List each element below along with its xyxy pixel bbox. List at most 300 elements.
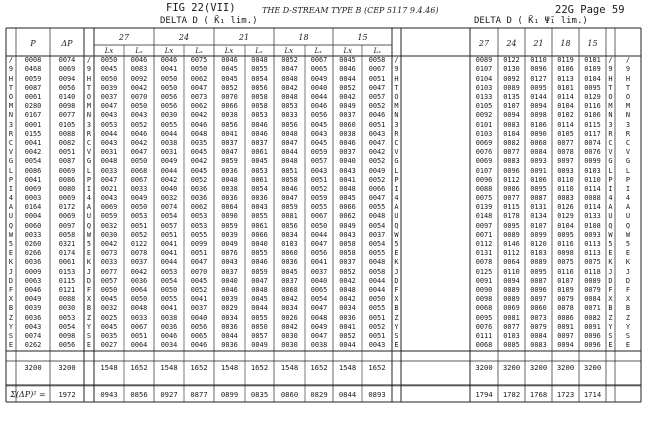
delta-value: 0081 (281, 212, 298, 221)
row-label: T (8, 83, 14, 92)
row-label: 4 (86, 194, 92, 203)
delta-value: 0057 (100, 276, 118, 285)
row-label: S (394, 331, 399, 340)
delta-value: 0049 (339, 102, 356, 111)
delta-value: 0043 (310, 129, 328, 138)
delta-value: 0059 (251, 267, 268, 276)
total-value: 1548 (280, 363, 299, 372)
right-delta-value: 0096 (530, 65, 547, 74)
right-delta-value: 0089 (475, 56, 493, 65)
total-right-value: 3200 (529, 363, 548, 372)
row-label: Y (394, 322, 399, 331)
delta-value: 0042 (190, 111, 208, 120)
delta-value: 0043 (339, 166, 356, 175)
delta-value: 0042 (130, 83, 148, 92)
row-label: C (394, 138, 399, 147)
row-label: D (625, 276, 631, 285)
delta-value: 0021 (100, 184, 118, 193)
delta-value: 0047 (190, 83, 208, 92)
delta-value: 0034 (339, 304, 356, 313)
delta-value: 0067 (130, 175, 148, 184)
delta-value: 0052 (368, 322, 386, 331)
spacer (401, 93, 470, 102)
delta-value: 0052 (368, 102, 386, 111)
row-label: 3 (394, 120, 399, 129)
delta-value: 0041 (339, 322, 356, 331)
delta-value: 0044 (221, 331, 238, 340)
total-value: 1548 (220, 363, 239, 372)
delta-value: 0052 (281, 56, 298, 65)
row-label: 4 (394, 194, 399, 203)
p-value: 0042 (24, 148, 42, 157)
delta-value: 0058 (251, 93, 268, 102)
right-delta-value: 0078 (557, 148, 574, 157)
row-label: X (8, 295, 14, 304)
delta-value: 0036 (221, 341, 238, 350)
delta-value: 0047 (100, 175, 118, 184)
delta-value: 0037 (368, 230, 386, 239)
right-delta-value: 0091 (584, 322, 601, 331)
delta-value: 0054 (368, 240, 386, 249)
sub-header-lo: Lₓ (373, 47, 381, 55)
right-delta-value: 0094 (503, 276, 520, 285)
delta-value: 0052 (130, 230, 148, 239)
delta-value: 0036 (281, 258, 298, 267)
row-label: 5 (625, 240, 631, 249)
right-delta-value: 0084 (530, 331, 547, 340)
page-label: 22G Page 59 (555, 4, 625, 16)
delta-value: 0032 (160, 194, 178, 203)
delta-value: 0047 (281, 138, 298, 147)
row-label: V (86, 148, 92, 157)
p-value: 0049 (24, 295, 42, 304)
dp-value: 0080 (58, 184, 76, 193)
row-label: R (625, 129, 631, 138)
delta-value: 0044 (160, 129, 178, 138)
right-delta-value: 0135 (503, 93, 520, 102)
delta-value: 0057 (368, 93, 386, 102)
right-delta-value: 0115 (584, 120, 601, 129)
row-label: R (394, 129, 399, 138)
row-label: G (608, 157, 613, 166)
delta-value: 0036 (160, 322, 178, 331)
row-label: E (8, 341, 14, 350)
right-delta-value: 0105 (557, 129, 574, 138)
row-label: H (8, 74, 14, 83)
delta-value: 0042 (339, 93, 356, 102)
row-label: N (625, 111, 631, 120)
row-label: E (625, 341, 631, 350)
right-delta-value: 0107 (475, 166, 493, 175)
delta-value: 0066 (339, 203, 356, 212)
delta-value: 0038 (221, 111, 238, 120)
right-delta-value: 0060 (530, 304, 547, 313)
row-label: H (608, 74, 613, 83)
row-label: I (86, 184, 92, 193)
delta-value: 0053 (251, 166, 268, 175)
row-label: D (8, 276, 14, 285)
p-value: 0262 (24, 341, 42, 350)
delta-value: 0030 (281, 331, 298, 340)
row-label: L (625, 166, 631, 175)
row-label: J (8, 267, 14, 276)
dp-value: 0321 (58, 240, 76, 249)
spacer (401, 277, 470, 286)
delta-value: 0046 (221, 56, 238, 65)
right-delta-value: 0089 (530, 258, 547, 267)
delta-value: 0050 (130, 203, 148, 212)
right-delta-value: 0099 (584, 157, 601, 166)
delta-value: 0073 (100, 249, 118, 258)
delta-value: 0059 (100, 212, 118, 221)
right-delta-value: 0102 (557, 111, 574, 120)
row-label: Q (625, 221, 631, 230)
row-label: N (394, 111, 399, 120)
right-delta-value: 0096 (503, 166, 520, 175)
right-delta-value: 0091 (557, 322, 574, 331)
p-value: 0266 (24, 249, 42, 258)
right-delta-value: 0105 (475, 102, 493, 111)
right-delta-value: 0113 (584, 249, 601, 258)
delta-value: 0064 (221, 203, 238, 212)
row-label: P (8, 175, 14, 184)
delta-value: 0042 (100, 240, 118, 249)
delta-value: 0051 (368, 120, 386, 129)
delta-value: 0041 (160, 304, 178, 313)
delta-value: 0052 (339, 331, 356, 340)
right-delta-value: 0107 (530, 221, 547, 230)
delta-value: 0037 (221, 267, 238, 276)
delta-value: 0039 (221, 230, 238, 239)
p-value: 0036 (24, 258, 42, 267)
p-value: 0280 (24, 102, 42, 111)
sum-squares-value: 0856 (130, 390, 148, 399)
right-delta-value: 0103 (475, 129, 493, 138)
delta-value: 0045 (221, 65, 238, 74)
delta-value: 0051 (368, 331, 386, 340)
total-right-value: 3200 (475, 363, 493, 372)
delta-value: 0046 (339, 65, 356, 74)
delta-value: 0045 (281, 267, 298, 276)
spacer (401, 167, 470, 176)
right-delta-value: 0103 (475, 83, 493, 92)
row-label: R (86, 129, 92, 138)
delta-value: 0055 (251, 313, 268, 322)
delta-value: 0046 (190, 120, 208, 129)
right-delta-value: 0111 (475, 331, 493, 340)
delta-value: 0099 (190, 240, 208, 249)
right-delta-value: 0096 (584, 341, 601, 350)
delta-value: 0036 (339, 313, 356, 322)
delta-value: 0044 (339, 74, 356, 83)
delta-value: 0045 (310, 120, 328, 129)
right-delta-value: 0084 (584, 295, 601, 304)
delta-value: 0046 (251, 120, 268, 129)
row-label: X (86, 295, 92, 304)
row-label: U (608, 212, 613, 221)
row-label: 9 (8, 65, 14, 74)
row-label: 3 (608, 120, 613, 129)
row-label: V (8, 148, 14, 157)
right-delta-value: 0096 (530, 285, 547, 294)
delta-value: 0052 (339, 83, 356, 92)
right-delta-value: 0094 (503, 111, 520, 120)
spacer (401, 176, 470, 185)
row-label: Q (608, 221, 613, 230)
row-label: M (8, 102, 14, 111)
delta-value: 0090 (221, 212, 238, 221)
sum-squares-value: 0943 (100, 390, 118, 399)
right-delta-value: 0101 (475, 120, 493, 129)
delta-value: 0047 (281, 194, 298, 203)
sum-squares-value: 0835 (250, 390, 269, 399)
row-label: A (625, 203, 631, 212)
row-label: N (608, 111, 613, 120)
row-label: T (86, 83, 92, 92)
right-delta-value: 0110 (530, 56, 547, 65)
spacer (401, 341, 470, 350)
row-label: P (608, 175, 613, 184)
delta-value: 0048 (130, 304, 148, 313)
delta-value: 0078 (130, 249, 148, 258)
delta-value: 0048 (251, 285, 268, 294)
delta-value: 0041 (339, 175, 356, 184)
p-value: 0069 (24, 184, 42, 193)
row-label: K (625, 258, 631, 267)
row-label: R (8, 129, 14, 138)
delta-value: 0038 (221, 184, 238, 193)
total-value: 1548 (160, 363, 178, 372)
sum-squares-value: 0829 (310, 390, 328, 399)
spacer (401, 102, 470, 111)
right-delta-value: 0104 (584, 74, 601, 83)
right-delta-value: 0098 (475, 295, 493, 304)
p-value: 0033 (24, 230, 42, 239)
dp-value: 0077 (58, 111, 76, 120)
delta-value: 0046 (368, 111, 386, 120)
row-label: / (394, 56, 399, 65)
row-label: E (86, 341, 92, 350)
group-header-27: 27 (118, 33, 130, 42)
delta-value: 0052 (310, 184, 328, 193)
delta-value: 0032 (100, 304, 118, 313)
delta-value: 0044 (339, 341, 356, 350)
right-delta-value: 0120 (530, 240, 547, 249)
sub-header-lo: Lₓ (314, 47, 322, 55)
right-delta-value: 0078 (557, 304, 574, 313)
delta-value: 0046 (339, 138, 356, 147)
row-label: G (625, 157, 631, 166)
delta-value: 0056 (251, 83, 268, 92)
right-delta-value: 0094 (530, 102, 547, 111)
delta-value: 0049 (251, 341, 268, 350)
right-delta-value: 0069 (475, 138, 493, 147)
p-value: 0260 (24, 240, 42, 249)
row-label: E (608, 249, 613, 258)
delta-value: 0050 (130, 157, 148, 166)
dp-value: 0172 (58, 203, 76, 212)
dp-value: 0105 (58, 120, 76, 129)
delta-value: 0067 (310, 56, 328, 65)
right-delta-value: 0116 (584, 102, 601, 111)
row-label: 9 (394, 65, 399, 74)
spacer (401, 258, 470, 267)
delta-value: 0052 (339, 267, 356, 276)
dp-value: 0069 (58, 166, 76, 175)
delta-value: 0037 (221, 138, 238, 147)
p-value: 0003 (24, 194, 42, 203)
p-value: 0046 (24, 285, 42, 294)
delta-value: 0052 (130, 120, 148, 129)
row-label: 4 (625, 194, 631, 203)
sum-squares-value: 0927 (160, 390, 178, 399)
spacer (401, 268, 470, 277)
row-label: Y (608, 322, 613, 331)
right-delta-value: 0095 (503, 221, 520, 230)
delta-value: 0036 (190, 184, 208, 193)
delta-value: 0038 (160, 138, 178, 147)
total-right-value: 3200 (502, 363, 521, 372)
right-delta-value: 0110 (503, 267, 520, 276)
delta-value: 0048 (190, 129, 208, 138)
right-delta-value: 0079 (530, 322, 547, 331)
right-delta-value: 0090 (475, 285, 493, 294)
delta-value: 0053 (281, 102, 298, 111)
delta-value: 0053 (190, 221, 208, 230)
delta-value: 0031 (100, 148, 118, 157)
p-value: 0008 (24, 56, 42, 65)
delta-value: 0037 (339, 258, 356, 267)
delta-value: 0026 (281, 313, 298, 322)
delta-value: 0050 (160, 83, 178, 92)
delta-value: 0030 (281, 341, 298, 350)
right-delta-value: 0101 (584, 56, 601, 65)
delta-value: 0046 (310, 102, 328, 111)
dp-value: 0082 (58, 138, 76, 147)
row-label: F (86, 285, 92, 294)
row-label: F (394, 285, 399, 294)
row-label: U (394, 212, 399, 221)
delta-value: 0046 (251, 129, 268, 138)
delta-value: 0038 (310, 341, 328, 350)
dp-value: 0061 (58, 258, 76, 267)
row-label: A (394, 203, 399, 212)
delta-value: 0050 (130, 102, 148, 111)
delta-value: 0050 (100, 74, 118, 83)
row-label: G (394, 157, 399, 166)
delta-value: 0053 (251, 111, 268, 120)
right-delta-value: 0106 (584, 111, 601, 120)
delta-value: 0041 (190, 295, 208, 304)
delta-value: 0083 (130, 65, 148, 74)
row-label: Y (625, 322, 631, 331)
delta-value: 0054 (160, 276, 178, 285)
right-delta-value: 0131 (475, 249, 493, 258)
delta-value: 0051 (130, 331, 148, 340)
p-value: 0167 (24, 111, 42, 120)
right-delta-value: 0104 (557, 221, 574, 230)
delta-value: 0032 (100, 221, 118, 230)
sum-squares-right-value: 1723 (556, 390, 575, 399)
total-value: 1652 (310, 363, 328, 372)
right-delta-value: 0079 (584, 285, 601, 294)
delta-value: 0041 (160, 240, 178, 249)
right-delta-value: 0106 (530, 120, 547, 129)
right-delta-value: 0095 (557, 230, 574, 239)
delta-value: 0074 (160, 203, 178, 212)
delta-value: 0049 (221, 240, 238, 249)
right-delta-value: 0087 (530, 276, 547, 285)
right-delta-value: 0127 (530, 74, 547, 83)
row-label: 9 (625, 65, 631, 74)
delta-value: 0065 (190, 331, 208, 340)
spacer (401, 84, 470, 93)
row-label: B (86, 304, 92, 313)
delta-value: 0033 (100, 258, 118, 267)
right-delta-value: 0069 (475, 157, 493, 166)
right-delta-value: 0086 (557, 313, 574, 322)
total-value: 1548 (100, 363, 118, 372)
delta-value: 0056 (281, 120, 298, 129)
delta-value: 0047 (130, 148, 148, 157)
delta-value: 0056 (221, 120, 238, 129)
spacer (401, 75, 470, 84)
delta-value: 0070 (190, 267, 208, 276)
row-label: W (394, 230, 399, 239)
delta-value: 0069 (100, 203, 118, 212)
delta-value: 0040 (310, 83, 328, 92)
delta-value: 0055 (368, 203, 386, 212)
right-delta-value: 0114 (584, 184, 601, 193)
delta-value: 0050 (160, 74, 178, 83)
delta-value: 0122 (130, 240, 148, 249)
dp-value: 0174 (58, 249, 76, 258)
dp-value: 0069 (58, 212, 76, 221)
right-delta-value: 0078 (475, 258, 493, 267)
delta-value: 0051 (368, 74, 386, 83)
spacer (401, 304, 470, 313)
right-delta-value: 0076 (475, 148, 493, 157)
delta-value: 0059 (281, 203, 298, 212)
right-delta-value: 0110 (584, 175, 601, 184)
delta-value: 0043 (100, 194, 118, 203)
dp-value: 0086 (58, 175, 76, 184)
delta-value: 0068 (130, 166, 148, 175)
delta-value: 0064 (130, 341, 148, 350)
delta-value: 0035 (190, 138, 208, 147)
delta-value: 0058 (251, 102, 268, 111)
right-delta-value: 0096 (584, 331, 601, 340)
right-delta-value: 0108 (584, 221, 601, 230)
row-label: W (608, 230, 613, 239)
right-delta-value: 0110 (557, 175, 574, 184)
delta-value: 0045 (339, 56, 356, 65)
delta-value: 0035 (100, 331, 118, 340)
right-delta-value: 0126 (557, 203, 574, 212)
row-label: E (394, 341, 399, 350)
right-delta-value: 0104 (503, 129, 520, 138)
dp-value: 0098 (58, 102, 76, 111)
sum-squares-right-value: 1794 (475, 390, 493, 399)
row-label: C (625, 138, 631, 147)
delta-value: 0056 (160, 102, 178, 111)
delta-value: 0047 (310, 304, 328, 313)
delta-value: 0042 (281, 322, 298, 331)
delta-value: 0055 (251, 249, 268, 258)
row-label: E (625, 249, 631, 258)
column-header-dp: ΔP (61, 39, 73, 48)
right-delta-value: 0113 (557, 74, 574, 83)
